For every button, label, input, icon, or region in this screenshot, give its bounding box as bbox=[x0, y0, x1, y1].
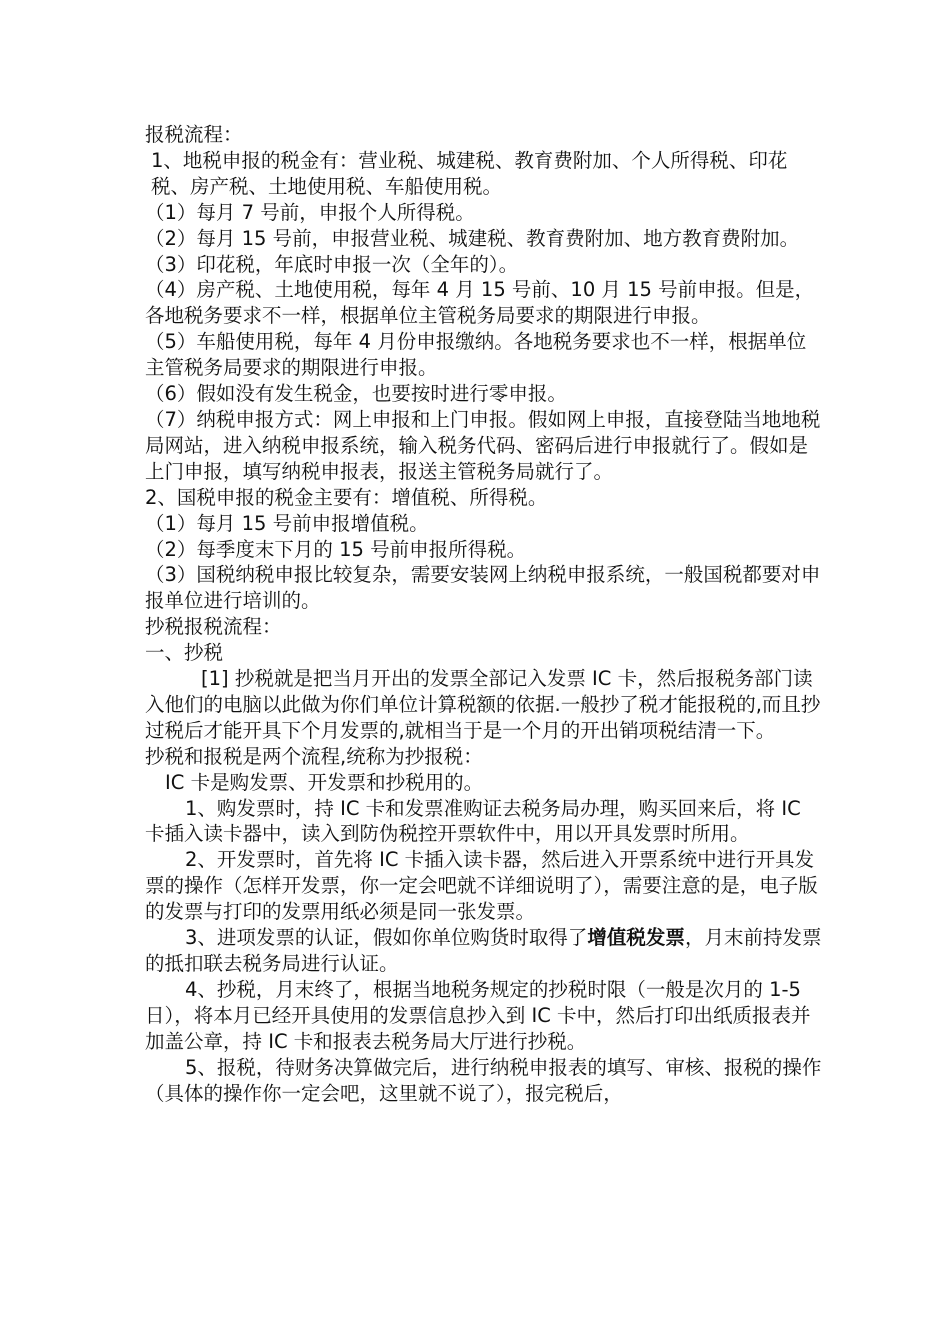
paragraph: 1、地税申报的税金有：营业税、城建税、教育费附加、个人所得税、印花税、房产税、土地使用税、车船使用税。 bbox=[151, 148, 788, 198]
paragraph: 一、抄税 bbox=[145, 641, 224, 665]
paragraph: 2、国税申报的税金主要有：增值税、所得税。 bbox=[145, 485, 548, 509]
paragraph: （5）车船使用税，每年 4 月份申报缴纳。各地税务要求也不一样，根据单位主管税务局要求的期限进行申报。 bbox=[145, 330, 807, 380]
paragraph: （4）房产税、土地使用税，每年 4 月 15 号前、10 月 15 号前申报。但是，各地税务要求不一样，根据单位主管税务局要求的期限进行申报。 bbox=[145, 278, 815, 328]
paragraph: [1] 抄税就是把当月开出的发票全部记入发票 IC 卡，然后报税务部门读入他们的电脑以此做为你们单位计算税额的依据.一般抄了税才能报税的,而且抄过税后才能开具下个月发票的,就相当于是一个月的开出销项税结清一下。 bbox=[145, 667, 821, 742]
paragraph: 报税流程： bbox=[145, 123, 243, 146]
paragraph: （7）纳税申报方式：网上申报和上门申报。假如网上申报，直接登陆当地地税局网站，进入纳税申报系统，输入税务代码、密码后进行申报就行了。假如是上门申报，填写纳税申报表，报送主管税务局就行了。 bbox=[145, 407, 821, 483]
paragraph: （3）印花税，年底时申报一次（全年的）。 bbox=[145, 252, 519, 276]
paragraph: （2）每季度末下月的 15 号前申报所得税。 bbox=[145, 537, 527, 561]
paragraph: （1）每月 7 号前，申报个人所得税。 bbox=[145, 200, 475, 224]
paragraph: （6）假如没有发生税金，也要按时进行零申报。 bbox=[145, 382, 567, 406]
paragraph: 4、抄税，月末终了，根据当地税务规定的抄税时限（一般是次月的 1-5 日），将本月已经开具使用的发票信息抄入到 IC 卡中，然后打印出纸质报表并加盖公章，持 IC 卡和报表去税务局大厅进行抄税。 bbox=[145, 977, 811, 1053]
paragraph: 2、开发票时，首先将 IC 卡插入读卡器，然后进入开票系统中进行开具发票的操作（怎样开发票，你一定会吧就不详细说明了），需要注意的是，电子版的发票与打印的发票用纸必须是同一张发票。 bbox=[145, 848, 818, 924]
paragraph: 1、购发票时，持 IC 卡和发票准购证去税务局办理，购买回来后，将 IC 卡插入读卡器中，读入到防伪税控开票软件中，用以开具发票时所用。 bbox=[145, 796, 801, 846]
paragraph: IC 卡是购发票、开发票和抄税用的。 bbox=[165, 770, 484, 794]
paragraph: 抄税报税流程： bbox=[145, 615, 282, 639]
paragraph: （1）每月 15 号前申报增值税。 bbox=[145, 511, 429, 535]
paragraph: （3）国税纳税申报比较复杂，需要安装网上纳税申报系统，一般国税都要对申报单位进行培训的。 bbox=[145, 563, 821, 613]
paragraph: （2）每月 15 号前，申报营业税、城建税、教育费附加、地方教育费附加。 bbox=[145, 226, 800, 250]
text-segment: 3、进项发票的认证，假如你单位购货时取得了 bbox=[185, 926, 588, 950]
text-segment: ，月末前持发票的抵扣联去税务局进行认证。 bbox=[145, 926, 822, 975]
paragraph: 抄税和报税是两个流程,统称为抄报税： bbox=[145, 744, 483, 768]
paragraph: 5、报税，待财务决算做完后，进行纳税申报表的填写、审核、报税的操作（具体的操作你一定会吧，这里就不说了），报完税后， bbox=[145, 1055, 822, 1105]
document-body bbox=[145, 122, 825, 1106]
vat-invoice-link[interactable]: 增值税发票 bbox=[587, 926, 685, 950]
paragraph bbox=[145, 925, 825, 977]
